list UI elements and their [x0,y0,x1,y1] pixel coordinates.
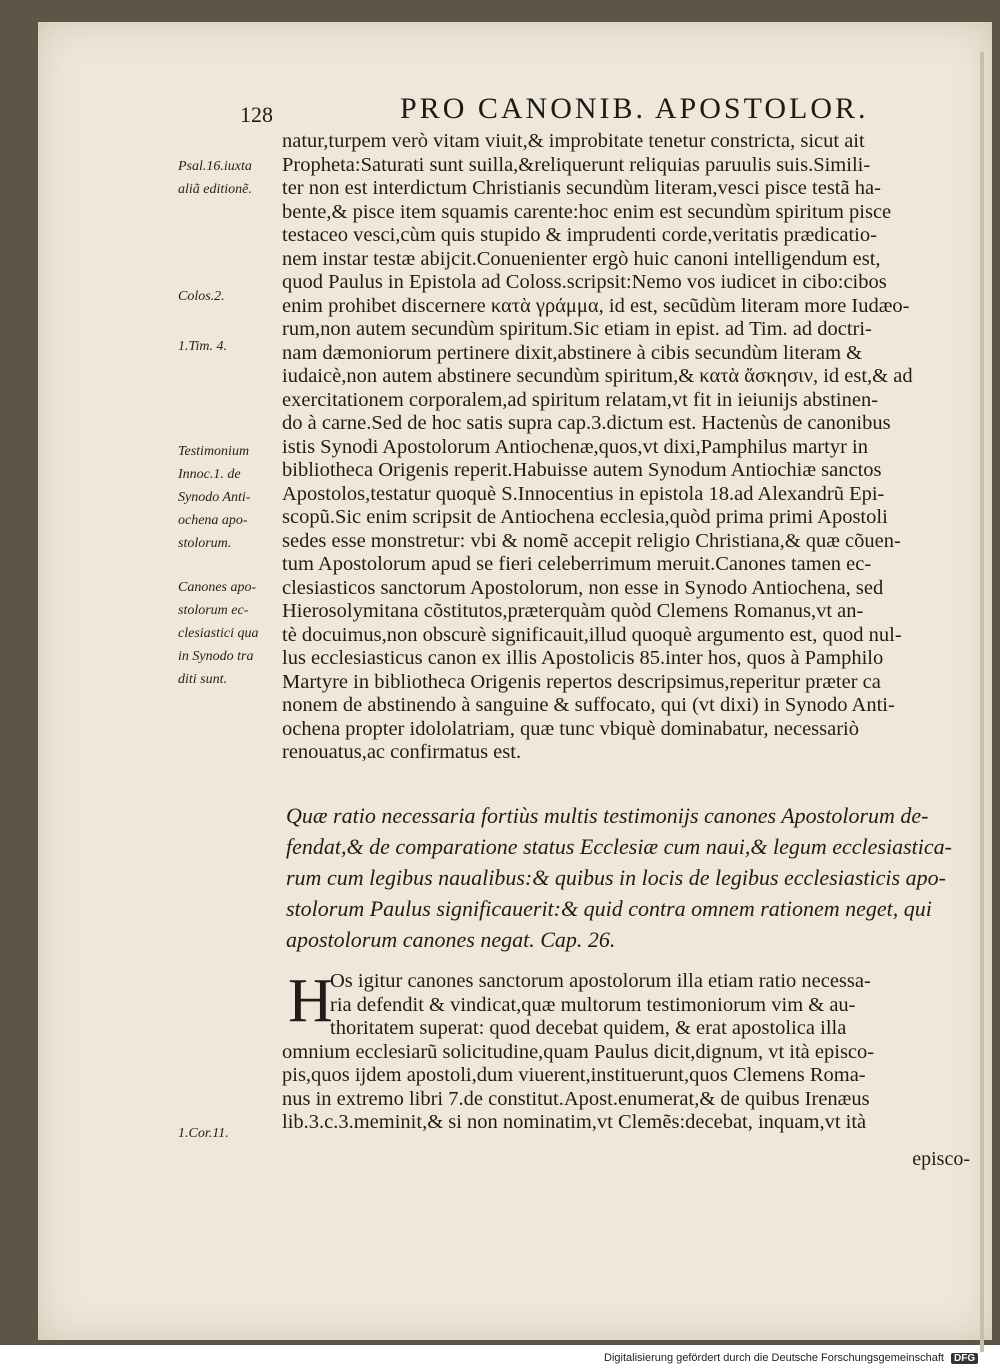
text-line: lib.3.c.3.meminit,& si non nominatim,vt Clemẽs:decebat, inquam,vt ità [282,1111,867,1133]
text-line: nus in extremo libri 7.de constitut.Apost.enumerat,& de quibus Irenæus [282,1087,870,1110]
chapter-heading-line: fendat,& de comparatione status Ecclesiæ cum naui,& legum ecclesiastica- [286,834,952,859]
chapter-heading-line: rum cum legibus naualibus:& quibus in locis de legibus ecclesiasticis apo- [286,865,946,890]
text-line: ochena propter idololatriam, quæ tunc vbiquè dominabatur, necessariò [282,717,859,740]
second-paragraph [282,967,990,1135]
text-line: iudaicè,non autem abstinere secundùm spiritum,& κατὰ ἄσκησιν, id est,& ad [282,365,913,387]
text-line: clesiasticos sanctorum Apostolorum, non esse in Synodo Antiochena, sed [282,576,884,599]
margin-note-canones [178,576,280,691]
margin-note-line: 1.Cor.11. [178,1126,229,1141]
text-line: lus ecclesiasticus canon ex illis Apostolicis 85.inter hos, quos à Pamphilo [282,647,884,669]
margin-note-innocent [178,440,280,555]
page-number: 128 [240,102,273,127]
chapter-heading [286,800,986,955]
chapter-heading-line: stolorum Paulus significauerit:& quid contra omnem rationem neget, qui [286,896,932,921]
margin-note-line: Psal.16.iuxta [178,159,252,174]
margin-note-line: Colos.2. [178,289,225,304]
running-head [240,92,990,132]
margin-note-line: aliã editionẽ. [178,182,252,197]
dfg-logo: DFG [951,1353,978,1364]
footer-text: Digitalisierung gefördert durch die Deutsche Forschungsgemeinschaft [604,1352,944,1364]
margin-note-line: 1.Tim. 4. [178,339,228,354]
text-line: tè docuimus,non obscurè significauit,illud quoquè argumento est, quod nul- [282,623,902,646]
margin-note-line: in Synodo tra [178,649,254,664]
main-paragraph [282,130,990,765]
text-line: bibliotheca Origenis reperit.Habuisse autem Synodum Antiochiæ sanctos [282,459,882,481]
digitization-footer [604,1352,1000,1372]
text-line: quod Paulus in Epistola ad Coloss.scripsit:Nemo vos iudicet in cibo:cibos [282,271,887,293]
text-line: ter non est interdictum Christianis secundùm literam,vesci pisce testã ha- [282,177,881,199]
text-line: ria defendit & vindicat,quæ multorum testimoniorum vim & au- [330,993,856,1016]
text-line: nam dæmoniorum pertinere dixit,abstinere à cibis secundùm literam & [282,341,863,364]
margin-note-line: Testimonium [178,444,250,459]
chapter-heading-line: Quæ ratio necessaria fortiùs multis testimonijs canones Apostolorum de- [286,803,929,828]
text-line: omnium ecclesiarũ solicitudine,quam Paulus dicit,dignum, vt ità episco- [282,1040,875,1063]
text-line: nonem de abstinendo à sanguine & suffocato, qui (vt dixi) in Synodo Anti- [282,694,895,716]
text-line: scopũ.Sic enim scripsit de Antiochena ecclesia,quòd prima primi Apostoli [282,506,888,528]
margin-note-line: stolorum. [178,536,232,551]
text-line: renouatus,ac confirmatus est. [282,741,522,763]
catchword: episco- [912,1148,970,1170]
text-line: do à carne.Sed de hoc satis supra cap.3.dictum est. Hactenùs de canonibus [282,412,891,434]
text-line: pis,quos ijdem apostoli,dum viuerent,instituerunt,quos Clemens Roma- [282,1064,866,1086]
text-line: testaceo vesci,cùm quis stupido & imprudenti corde,veritatis prædicatio- [282,224,877,246]
text-line: Apostolos,testatur quoquè S.Innocentius in epistola 18.ad Alexandrũ Epi- [282,482,885,505]
text-line: tum Apostolorum apud se fieri celeberrimum meruit.Canones tamen ec- [282,553,872,575]
margin-note-line: Canones apo- [178,580,257,595]
text-line: Hierosolymitana cõstitutos,præterquàm quòd Clemens Romanus,vt an- [282,600,864,622]
text-line: thoritatem superat: quod decebat quidem, & erat apostolica illa [330,1017,847,1039]
margin-note-psalm [178,155,280,201]
text-line: sedes esse monstretur: vbi & nomẽ accepit religio Christiana,& quæ cõuen- [282,529,901,552]
drop-cap: H [288,967,333,1035]
text-line: nem instar testæ abijcit.Conuenienter ergò huic canoni intelligendum est, [282,247,881,270]
running-title: PRO CANONIB. APOSTOLOR. [400,92,869,125]
margin-note-corinthians [178,1122,280,1145]
text-line: exercitationem corporalem,ad spiritum relatam,vt fit in ieiunijs abstinen- [282,388,879,411]
chapter-heading-line: apostolorum canones negat. Cap. 26. [286,927,616,952]
margin-note-line: diti sunt. [178,672,228,687]
text-line: istis Synodi Apostolorum Antiochenæ,quos,vt dixi,Pamphilus martyr in [282,435,868,458]
text-line: rum,non autem secundùm spiritum.Sic etiam in epist. ad Tim. ad doctri- [282,318,872,340]
text-line: Martyre in bibliotheca Origenis repertos descripsimus,reperitur præter ca [282,670,881,693]
margin-note-timothy [178,335,280,358]
margin-note-line: ochena apo- [178,513,248,528]
margin-note-line: clesiastici qua [178,626,259,641]
text-line: Os igitur canones sanctorum apostolorum illa etiam ratio necessa- [330,970,871,992]
margin-note-colossians [178,285,280,308]
margin-note-line: stolorum ec- [178,603,249,618]
text-line: natur,turpem verò vitam viuit,& improbitate tenetur constricta, sicut ait [282,130,865,152]
text-line: bente,& pisce item squamis carente:hoc enim est secundùm spiritum pisce [282,200,892,223]
text-line: Propheta:Saturati sunt suilla,&reliquerunt reliquias paruulis suis.Simili- [282,153,871,176]
margin-note-line: Innoc.1. de [178,467,241,482]
margin-note-line: Synodo Anti- [178,490,251,505]
text-line: enim prohibet discernere κατὰ γράμμα, id est, secũdùm literam more Iudæo- [282,294,910,317]
